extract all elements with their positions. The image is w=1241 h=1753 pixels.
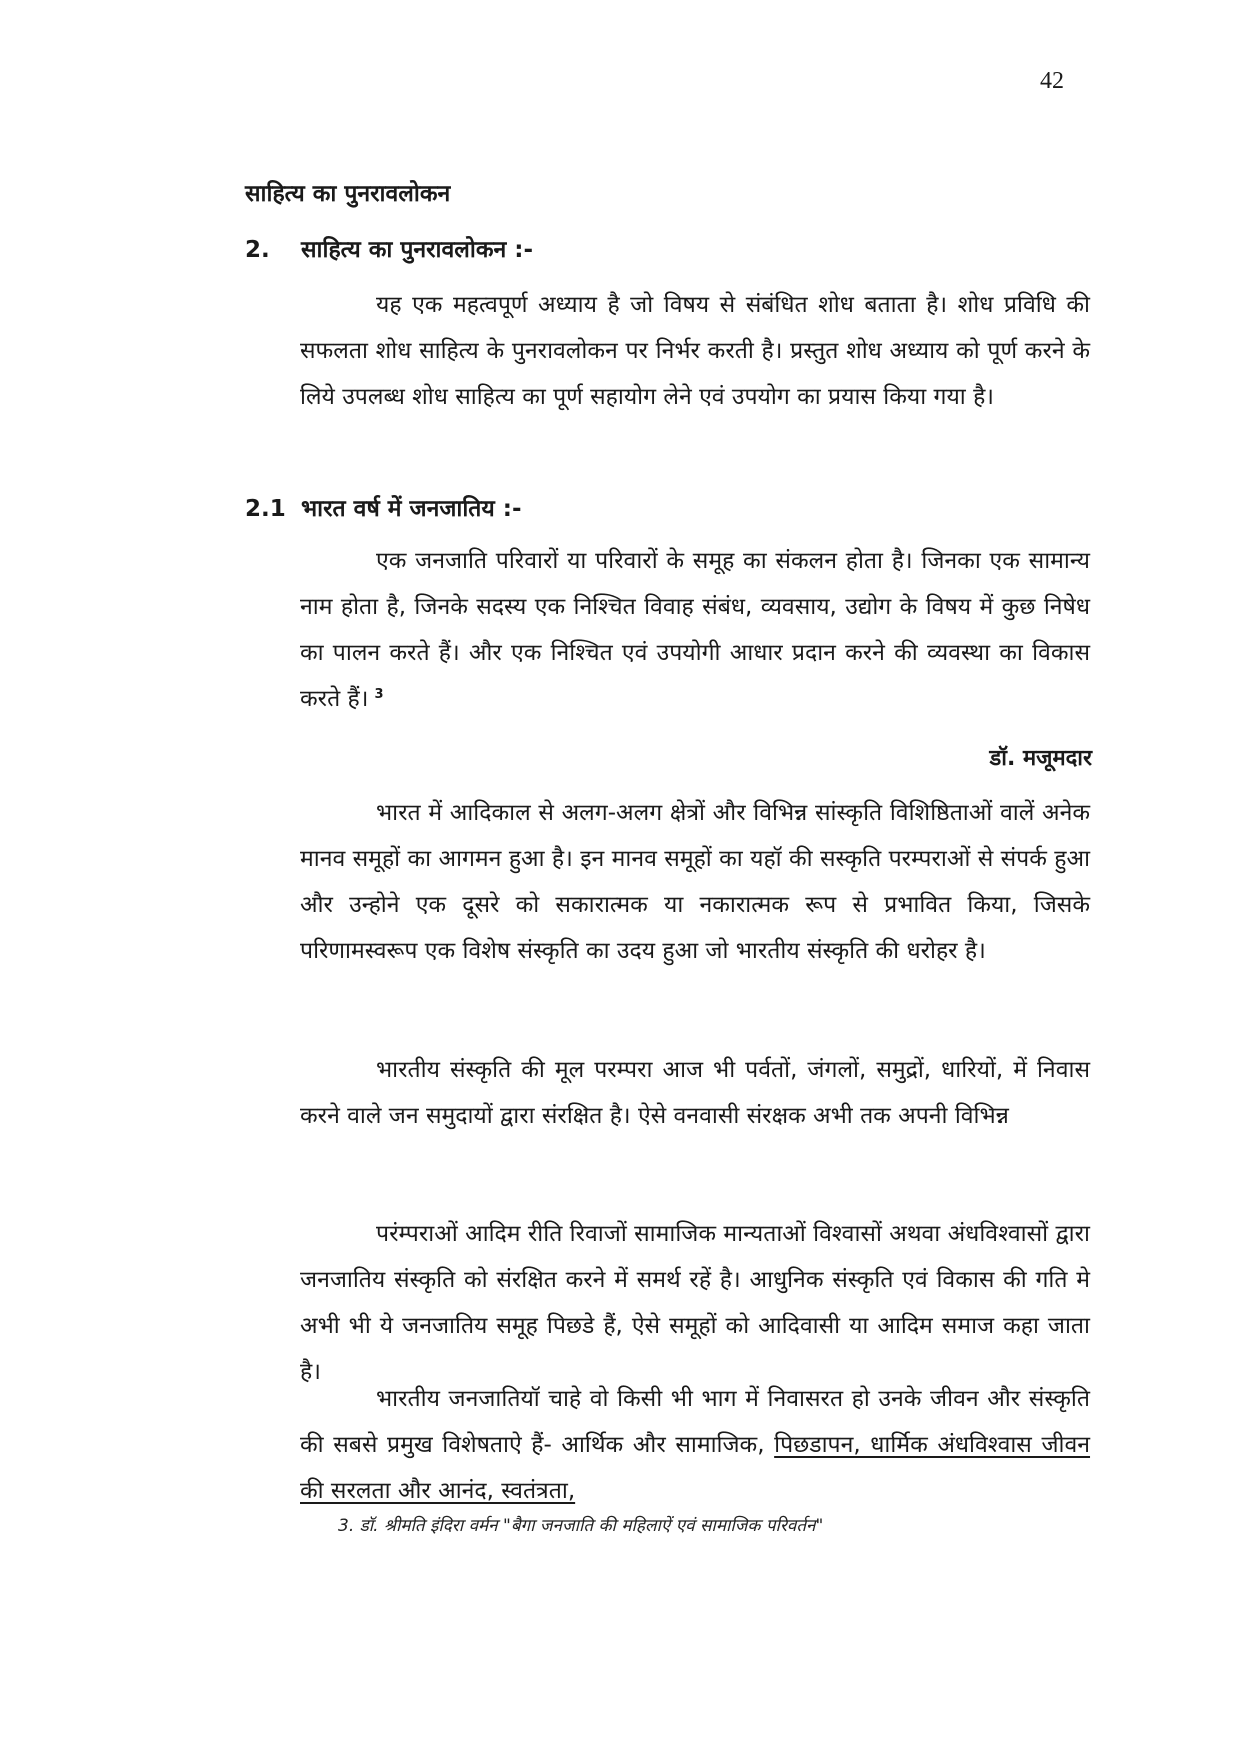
document-title: साहित्य का पुनरावलोकन [245, 181, 451, 207]
footnote-marker: 3 [374, 687, 384, 702]
underlined-text: पिछडापन, धार्मिक अंधविश्वास जीवन की सरलता और आनंद, स्वतंत्रता, [300, 1432, 1091, 1504]
paragraph-history: भारत में आदिकाल से अलग-अलग क्षेत्रों और विभिन्न सांस्कृति विशिष्ठिताओं वालें अनेक मानव समूहों का आगमन हुआ है। इन मानव समूहों का यहॉ की सस्कृति परम्पराओं से संपर्क हुआ और उन्होने एक दूसरे को सकारात्मक या नकारात्मक रूप से प्रभावित किया, जिसके परिणामस्वरूप एक विशेष संस्कृति का उदय हुआ जो भारतीय संस्कृति की धरोहर है। [300, 800, 1090, 964]
paragraph-customs: परंम्पराओं आदिम रीति रिवाजों सामाजिक मान्यताओं विश्वासों अथवा अंधविश्वासों द्वारा जनजातिय संस्कृति को संरक्षित करने में समर्थ रहें है। आधुनिक संस्कृति एवं विकास की गति मे अभी भी ये जनजातिय समूह पिछडे हैं, ऐसे समूहों को आदिवासी या आदिम समाज कहा जाता है। [300, 1221, 1090, 1385]
definition-text: एक जनजाति परिवारों या परिवारों के समूह का संकलन होता है। जिनका एक सामान्य नाम होता है, जिनके सदस्य एक निश्चित विवाह संबंध, व्यवसाय, उद्योग के विषय में कुछ निषेध का पालन करते हैं। और एक निश्चित एवं उपयोगी आधार प्रदान करने की व्यवस्था का विकास करते हैं। [300, 548, 1090, 712]
paragraph-characteristics [300, 1376, 1090, 1514]
paragraph-tradition: भारतीय संस्कृति की मूल परम्परा आज भी पर्वतों, जंगलों, समुद्रों, धारियों, में निवास करने वाले जन समुदायों द्वारा संरक्षित है। ऐसे वनवासी संरक्षक अभी तक अपनी विभिन्न [300, 1057, 1090, 1129]
section-2-1-heading [245, 491, 522, 523]
section-number: 2. [245, 237, 270, 263]
section-2-heading [245, 232, 533, 264]
intro-paragraph: यह एक महत्वपूर्ण अध्याय है जो विषय से संबंधित शोध बताता है। शोध प्रविधि की सफलता शोध साहित्य के पुनरावलोकन पर निर्भर करती है। प्रस्तुत शोध अध्याय को पूर्ण करने के लिये उपलब्ध शोध साहित्य का पूर्ण सहायोग लेने एवं उपयोग का प्रयास किया गया है। [300, 292, 1090, 410]
footnote: 3. डॉ. श्रीमति इंदिरा वर्मन "बैगा जनजाति की महिलाऐं एवं सामाजिक परिवर्तन" [338, 1516, 824, 1536]
section-title: साहित्य का पुनरावलोकन :- [301, 237, 534, 263]
characteristics-text: भारतीय जनजातियॉ चाहे वो किसी भी भाग में निवासरत हो उनके जीवन और संस्कृति की सबसे प्रमुख विशेषताऐ हैं- आर्थिक और सामाजिक, [300, 1386, 1090, 1458]
quote-author: डॉ. मजूमदार [989, 746, 1092, 771]
section-title: भारत वर्ष में जनजातिय :- [301, 496, 522, 522]
section-number: 2.1 [245, 496, 286, 522]
page-number: 42 [1040, 68, 1064, 94]
definition-paragraph [300, 538, 1090, 722]
